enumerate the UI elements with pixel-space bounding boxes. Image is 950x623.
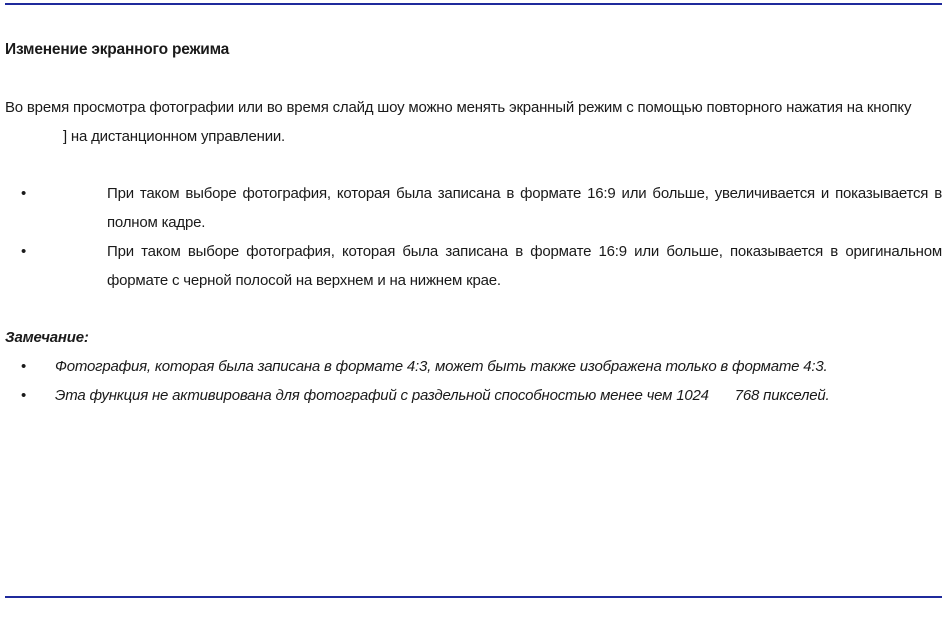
- bottom-divider: [5, 596, 942, 598]
- list-item-text: При таком выборе фотография, которая была записана в формате 16:9 или больше, показывается в оригинальном формате с черной полосой на верхнем и на нижнем крае.: [107, 243, 942, 289]
- note-list: [5, 352, 942, 410]
- list-item: [5, 381, 942, 410]
- note-item-text: Фотография, которая была записана в формате 4:3, может быть также изображена только в формате 4:3.: [55, 358, 828, 375]
- list-item: [5, 179, 942, 237]
- note-item-text-start: Эта функция не активирована для фотографий с раздельной способностью менее чем 1024: [55, 387, 709, 404]
- list-item: [5, 352, 942, 381]
- list-item: [5, 237, 942, 295]
- bullet-icon: •: [21, 358, 27, 375]
- intro-line-1: Во время просмотра фотографии или во время слайд шоу можно менять экранный режим с помощью повторного нажатия на кнопку: [5, 99, 912, 116]
- note-item-text-end: 768 пикселей.: [734, 387, 830, 404]
- section-title: Изменение экранного режима: [5, 41, 230, 58]
- list-item-text: При таком выборе фотография, которая была записана в формате 16:9 или больше, увеличивается и показывается в полном кадре.: [107, 185, 942, 231]
- bullet-icon: •: [21, 387, 27, 404]
- bullet-icon: •: [21, 243, 27, 260]
- intro-paragraph: [5, 93, 942, 151]
- top-divider: [5, 3, 942, 5]
- intro-line-2: ] на дистанционном управлении.: [63, 128, 286, 145]
- bullet-icon: •: [21, 185, 27, 202]
- document-body: [5, 38, 942, 410]
- display-mode-list: [5, 179, 942, 295]
- note-title: Замечание:: [5, 329, 89, 346]
